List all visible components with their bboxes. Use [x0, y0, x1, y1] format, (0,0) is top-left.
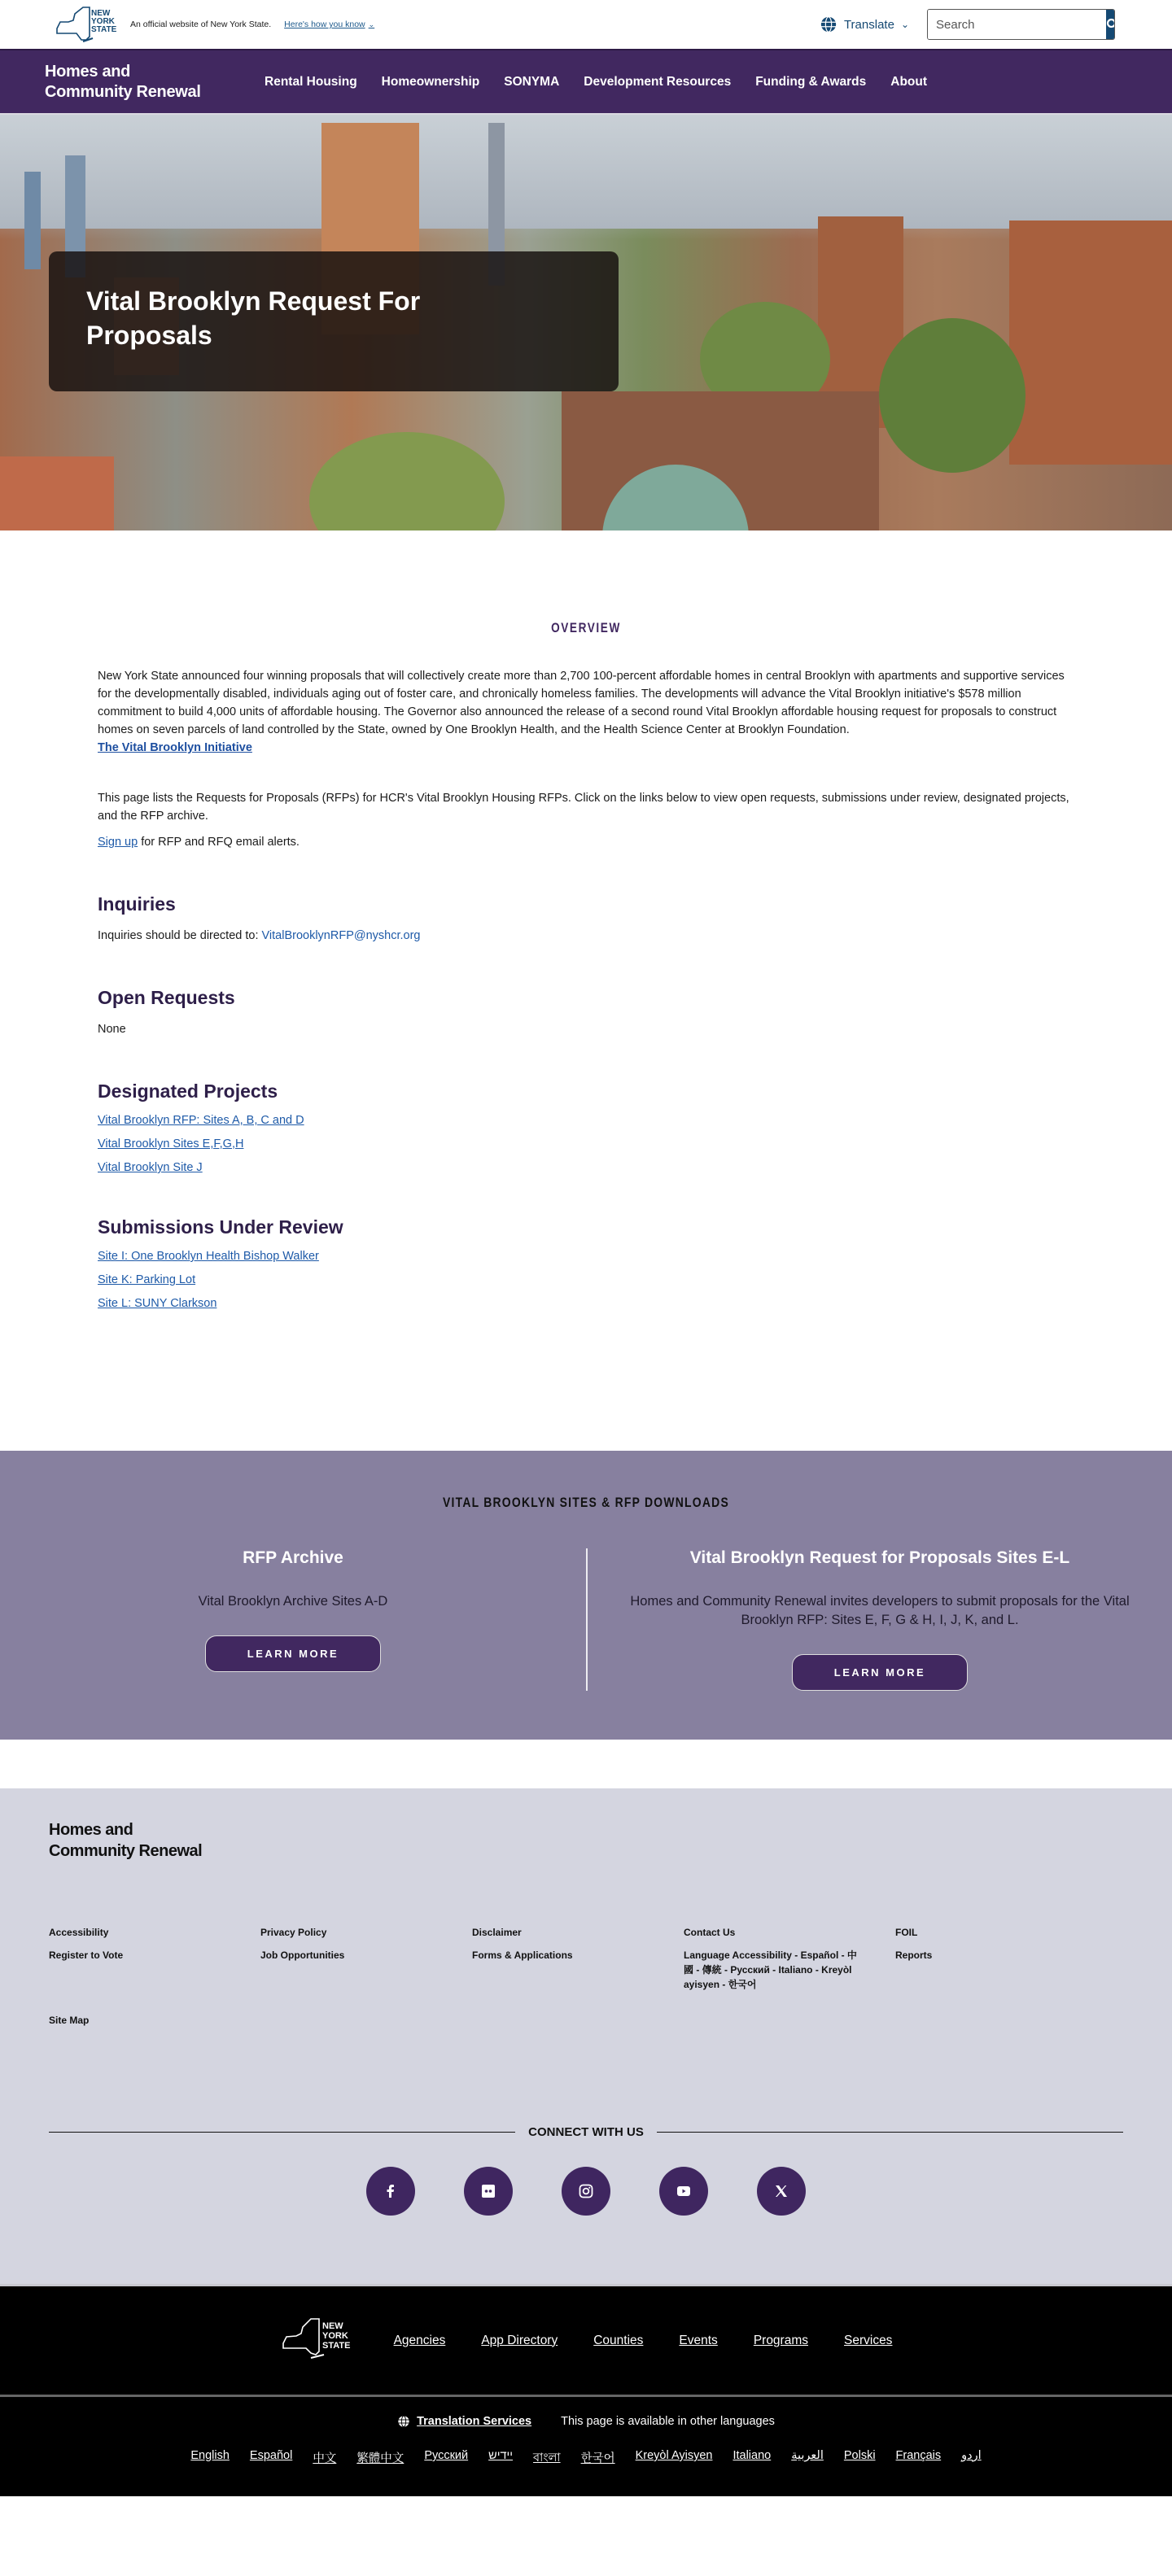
- svg-text:YORK: YORK: [91, 17, 115, 26]
- language-link-arabic[interactable]: العربية: [791, 2449, 824, 2462]
- svg-text:NEW: NEW: [321, 2321, 343, 2331]
- overview-paragraph: New York State announced four winning proposals that will collectively create more than 2,700 100-percent affordable homes in central Brooklyn with apartments and supportive services for the developmentally disabled, individuals aging out of foster care, and chronically homeless families. The developments will advance the Vital Brooklyn initiative's $578 million commitment to build 4,000 units of affordable housing. The Governor also announced the release of a second round Vital Brooklyn affordable housing request for proposals to construct homes on seven parcels of land controlled by the State, owned by One Brooklyn Health, and the Health Science Center at Brooklyn Foundation.: [98, 670, 1065, 736]
- language-link-italian[interactable]: Italiano: [732, 2449, 772, 2462]
- designated-projects-list: [98, 1114, 1074, 1174]
- youtube-icon: [676, 2183, 692, 2199]
- search-icon: [1106, 18, 1115, 31]
- designated-project-link[interactable]: Vital Brooklyn RFP: Sites A, B, C and D: [98, 1114, 304, 1127]
- footer-links: [49, 1925, 1123, 1992]
- nav-item-homeownership[interactable]: Homeownership: [381, 74, 480, 89]
- language-link-haitian-creole[interactable]: Kreyòl Ayisyen: [635, 2449, 713, 2462]
- nav-item-development-resources[interactable]: Development Resources: [584, 74, 732, 89]
- social-links: [49, 2167, 1123, 2216]
- downloads-section: [0, 1451, 1172, 1740]
- footer-link-language-accessibility[interactable]: Language Accessibility - Español - 中國 - 傳統 - Русский - Italiano - Kreyòl ayisyen - 한국어: [684, 1949, 857, 1990]
- signup-paragraph: [98, 833, 1074, 851]
- search-button[interactable]: [1106, 10, 1115, 39]
- utility-bar: [0, 0, 1172, 49]
- translate-label: Translate: [843, 17, 894, 32]
- hero-tree: [309, 432, 505, 530]
- nys-link-counties[interactable]: Counties: [593, 2333, 644, 2347]
- translation-services-link[interactable]: [397, 2415, 531, 2428]
- card-description: Homes and Community Renewal invites developers to submit proposals for the Vital Brooklyn RFP: Sites E, F, G & H, I, J, K, and L.: [630, 1594, 1130, 1627]
- designated-projects-heading: Designated Projects: [98, 1081, 278, 1102]
- nav-links: [265, 75, 927, 90]
- facebook-icon: [383, 2183, 399, 2199]
- footer-link-reports[interactable]: Reports: [895, 1949, 933, 1961]
- svg-text:YORK: YORK: [321, 2331, 348, 2341]
- nav-item-funding-awards[interactable]: Funding & Awards: [755, 74, 867, 89]
- available-languages-text: This page is available in other languages: [561, 2415, 775, 2428]
- brand-line-1: Homes and: [45, 62, 131, 81]
- learn-more-button[interactable]: LEARN MORE: [792, 1654, 968, 1691]
- translate-button[interactable]: [820, 15, 909, 33]
- footer-brand-line-2: Community Renewal: [49, 1842, 203, 1860]
- connect-divider: [49, 2125, 1123, 2139]
- language-link-urdu[interactable]: اردو: [961, 2449, 982, 2462]
- footer-brand-logo[interactable]: [49, 1819, 1123, 1862]
- language-link-bengali[interactable]: বাংলা: [533, 2452, 561, 2465]
- inquiries-email-link[interactable]: VitalBrooklynRFP@nyshcr.org: [261, 929, 421, 942]
- translation-bar: [0, 2397, 1172, 2496]
- utility-actions: [820, 9, 1115, 40]
- submissions-list: [98, 1250, 1074, 1310]
- globe-icon: [397, 2415, 410, 2428]
- ny-state-map-icon: [280, 2316, 358, 2361]
- x-icon: [773, 2183, 789, 2199]
- vital-brooklyn-initiative-link[interactable]: The Vital Brooklyn Initiative: [98, 741, 252, 754]
- nys-footer-links: [0, 2286, 1172, 2397]
- svg-text:NEW: NEW: [91, 9, 111, 18]
- card-title: Vital Brooklyn Request for Proposals Sites E-L: [689, 1548, 1070, 1567]
- translation-services-row: [0, 2415, 1172, 2428]
- nav-item-rental-housing[interactable]: Rental Housing: [265, 74, 357, 89]
- learn-more-button[interactable]: LEARN MORE: [205, 1635, 381, 1672]
- hero-banner: [0, 113, 1172, 530]
- language-link-espanol[interactable]: Español: [249, 2449, 293, 2462]
- overview-heading: OVERVIEW: [551, 620, 621, 635]
- svg-text:STATE: STATE: [321, 2341, 350, 2351]
- page-title: Vital Brooklyn Request For Proposals: [86, 286, 421, 350]
- signup-link[interactable]: Sign up: [98, 836, 138, 849]
- divider-line: [49, 2132, 515, 2133]
- inquiries-heading: Inquiries: [98, 893, 176, 915]
- translation-services-label: Translation Services: [417, 2415, 532, 2428]
- agency-footer: [0, 1788, 1172, 2284]
- globe-icon: [820, 15, 837, 33]
- nys-link-events[interactable]: Events: [679, 2333, 718, 2347]
- footer-link-disclaimer[interactable]: Disclaimer: [472, 1927, 522, 1938]
- language-link-polish[interactable]: Polski: [843, 2449, 876, 2462]
- nys-link-agencies[interactable]: Agencies: [393, 2333, 446, 2347]
- footer-link-job-opportunities[interactable]: Job Opportunities: [260, 1949, 345, 1961]
- page-lists-paragraph: This page lists the Requests for Proposals (RFPs) for HCR's Vital Brooklyn Housing RFPs. Click on the links below to view open requests, submissions under review, designated projects, and the RFP archive.: [98, 792, 1069, 823]
- inquiries-paragraph: [98, 927, 1074, 945]
- x-twitter-link[interactable]: [757, 2167, 806, 2216]
- inquiries-text: Inquiries should be directed to:: [98, 929, 262, 942]
- footer-column: [472, 1925, 684, 1992]
- nys-footer-logo[interactable]: [280, 2316, 358, 2365]
- nys-logo[interactable]: [52, 4, 117, 45]
- search-input[interactable]: [928, 10, 1106, 39]
- submission-link[interactable]: Site K: Parking Lot: [98, 1273, 196, 1286]
- instagram-icon: [578, 2183, 594, 2199]
- submissions-heading: Submissions Under Review: [98, 1216, 343, 1238]
- how-you-know-label: Here's how you know: [284, 20, 365, 29]
- nav-item-about[interactable]: About: [890, 74, 928, 89]
- sites-e-l-card: [586, 1548, 1172, 1691]
- footer-link-accessibility[interactable]: Accessibility: [49, 1927, 109, 1938]
- hero-building: [24, 172, 41, 269]
- footer-column: [895, 1925, 1107, 1992]
- brand-line-2: Community Renewal: [45, 82, 201, 101]
- rfp-archive-card: [0, 1548, 586, 1691]
- language-link-yiddish[interactable]: יידיש: [488, 2449, 514, 2462]
- open-requests-text: None: [98, 1023, 126, 1036]
- instagram-link[interactable]: [562, 2167, 610, 2216]
- card-title: RFP Archive: [243, 1548, 343, 1567]
- nys-link-services[interactable]: Services: [844, 2333, 893, 2347]
- hero-tree: [879, 318, 1026, 473]
- language-link-chinese-simplified[interactable]: 中文: [313, 2452, 337, 2465]
- downloads-cards: [0, 1548, 1172, 1691]
- footer-link-contact-us[interactable]: Contact Us: [684, 1927, 736, 1938]
- nys-link-programs[interactable]: Programs: [753, 2333, 808, 2347]
- language-link-chinese-traditional[interactable]: 繁體中文: [356, 2452, 405, 2465]
- spacer: [0, 1740, 1172, 1788]
- downloads-heading: VITAL BROOKLYN SITES & RFP DOWNLOADS: [442, 1495, 730, 1510]
- chevron-down-icon: ⌄: [900, 19, 909, 30]
- footer-column: [49, 1925, 260, 1992]
- how-you-know-link[interactable]: [284, 20, 374, 29]
- submission-link[interactable]: Site I: One Brooklyn Health Bishop Walker: [98, 1250, 319, 1263]
- divider-line: [657, 2132, 1123, 2133]
- search-form: [927, 9, 1115, 40]
- designated-project-link[interactable]: Vital Brooklyn Sites E,F,G,H: [98, 1137, 244, 1150]
- signup-text: for RFP and RFQ email alerts.: [138, 836, 300, 849]
- footer-link-site-map[interactable]: Site Map: [49, 2015, 90, 2026]
- language-link-french[interactable]: Français: [895, 2449, 942, 2462]
- nys-global-footer: [0, 2284, 1172, 2496]
- hero-building: [0, 456, 114, 530]
- footer-link-forms-applications[interactable]: Forms & Applications: [472, 1949, 573, 1961]
- facebook-link[interactable]: [366, 2167, 415, 2216]
- open-requests-heading: Open Requests: [98, 987, 235, 1008]
- footer-column: [260, 1925, 472, 1992]
- nav-item-sonyma[interactable]: SONYMA: [504, 74, 560, 89]
- card-description: Vital Brooklyn Archive Sites A-D: [198, 1594, 388, 1609]
- footer-link-register-to-vote[interactable]: Register to Vote: [49, 1949, 124, 1961]
- footer-link-foil[interactable]: FOIL: [895, 1927, 918, 1938]
- chevron-down-icon: ⌄: [368, 20, 375, 28]
- language-link-korean[interactable]: 한국어: [580, 2452, 615, 2465]
- language-link-english[interactable]: English: [190, 2449, 230, 2462]
- hero-building: [1009, 220, 1172, 465]
- footer-brand-line-1: Homes and: [49, 1821, 133, 1839]
- language-link-russian[interactable]: Русский: [424, 2449, 469, 2462]
- language-links: [0, 2449, 1172, 2469]
- flickr-icon: [480, 2183, 496, 2199]
- hero-title-card: [49, 251, 619, 391]
- footer-column: [684, 1925, 895, 1992]
- official-site-text: An official website of New York State.: [130, 20, 272, 29]
- svg-text:STATE: STATE: [91, 25, 117, 34]
- nys-link-app-directory[interactable]: App Directory: [481, 2333, 558, 2347]
- ny-state-map-icon: [52, 4, 117, 45]
- footer-link-privacy-policy[interactable]: Privacy Policy: [260, 1927, 327, 1938]
- connect-heading: CONNECT WITH US: [528, 2125, 644, 2139]
- hero-sky: [0, 115, 1172, 229]
- youtube-link[interactable]: [659, 2167, 708, 2216]
- main-navigation: [0, 49, 1172, 113]
- designated-project-link[interactable]: Vital Brooklyn Site J: [98, 1161, 203, 1174]
- submission-link[interactable]: Site L: SUNY Clarkson: [98, 1297, 217, 1310]
- hcr-brand-logo[interactable]: [45, 62, 265, 103]
- main-content: [0, 530, 1172, 1418]
- flickr-link[interactable]: [464, 2167, 513, 2216]
